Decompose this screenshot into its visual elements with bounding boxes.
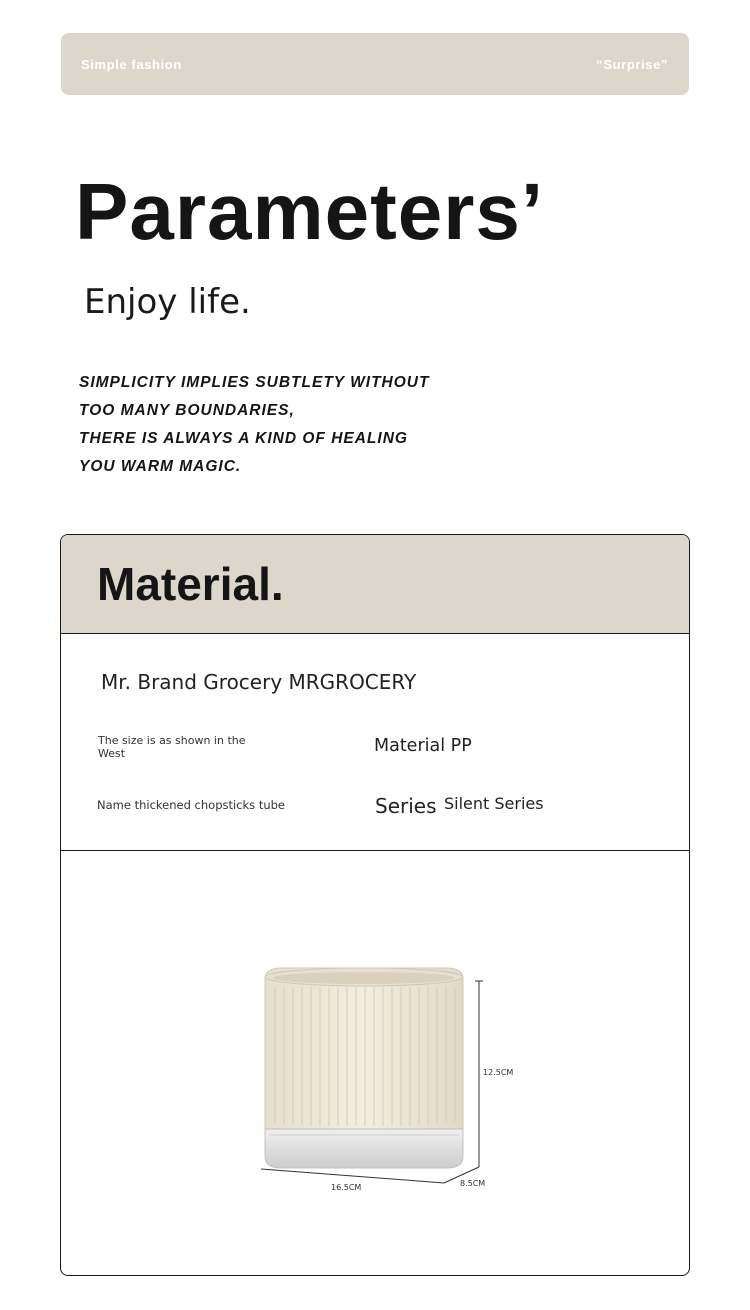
width-dimension-line	[261, 1169, 444, 1183]
material-title: Material.	[97, 558, 284, 610]
width-label: 16.5CM	[331, 1183, 362, 1192]
banner-right-text: “Surprise”	[596, 57, 668, 72]
page-title: Parameters’	[75, 167, 545, 256]
material-card	[60, 534, 690, 1276]
top-banner	[61, 33, 689, 95]
height-label: 12.5CM	[483, 1068, 514, 1077]
holder-opening	[273, 972, 455, 984]
series-value: Silent Series	[444, 794, 544, 813]
size-note: The size is as shown in the West	[98, 734, 246, 760]
tagline-line: YOU WARM MAGIC.	[79, 458, 242, 475]
holder-body	[265, 968, 463, 1129]
page-subtitle: Enjoy life.	[84, 282, 251, 322]
tagline-line: SIMPLICITY IMPLIES SUBTLETY WITHOUT	[79, 374, 430, 391]
banner-left-text: Simple fashion	[81, 57, 182, 72]
product-illustration	[251, 961, 531, 1201]
tagline	[79, 369, 509, 481]
tagline-line: TOO MANY BOUNDARIES,	[79, 402, 295, 419]
material-info-panel	[61, 634, 689, 851]
depth-label: 8.5CM	[460, 1179, 486, 1188]
series-label: Series	[375, 794, 437, 818]
tagline-line: THERE IS ALWAYS A KIND OF HEALING	[79, 430, 408, 447]
material-text: Material PP	[374, 736, 472, 756]
brand-text: Mr. Brand Grocery MRGROCERY	[101, 670, 417, 694]
holder-ribs	[275, 987, 455, 1126]
material-card-header	[61, 535, 689, 634]
name-note: Name thickened chopsticks tube	[97, 798, 285, 812]
product-image-area	[61, 851, 689, 1275]
